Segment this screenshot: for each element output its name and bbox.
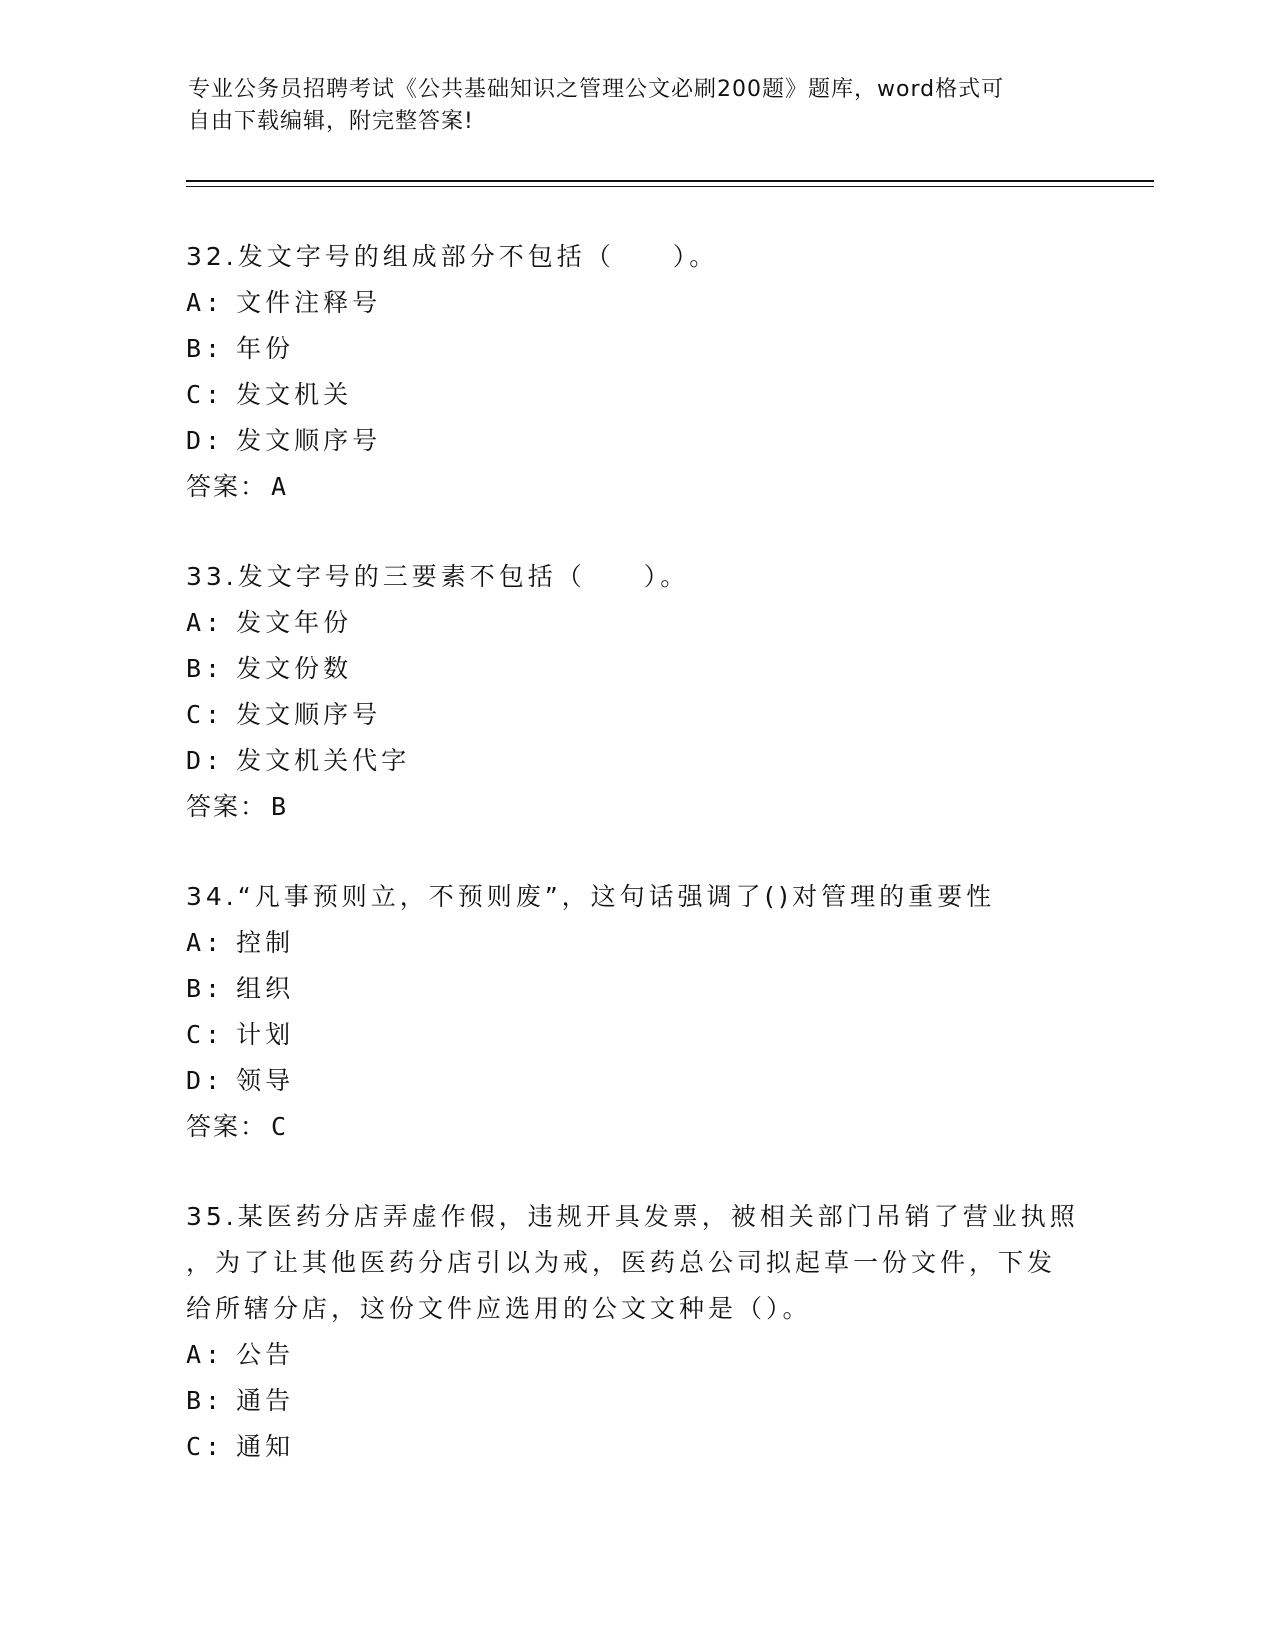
option-d xyxy=(186,738,1086,784)
question-stem-line-2: ，为了让其他医药分店引以为戒，医药总公司拟起草一份文件，下发 xyxy=(186,1248,1057,1277)
option-text: 年份 xyxy=(236,334,295,363)
question-35 xyxy=(186,1194,1086,1470)
option-c xyxy=(186,1424,1086,1470)
option-text: 组织 xyxy=(236,974,295,1003)
question-stem: 34.“凡事预则立，不预则废”，这句话强调了()对管理的重要性 xyxy=(186,882,996,911)
answer-line xyxy=(186,1104,1086,1150)
question-stem: 32.发文字号的组成部分不包括（ ）。 xyxy=(186,242,719,271)
option-d xyxy=(186,418,1086,464)
option-key: B: xyxy=(186,334,225,363)
answer-value: A xyxy=(271,472,289,501)
option-b xyxy=(186,966,1086,1012)
answer-line xyxy=(186,464,1086,510)
answer-value: C xyxy=(271,1112,289,1141)
option-d xyxy=(186,1058,1086,1104)
option-c xyxy=(186,692,1086,738)
option-text: 发文年份 xyxy=(236,608,353,637)
option-a xyxy=(186,280,1086,326)
answer-line xyxy=(186,784,1086,830)
question-stem-line-1: 35.某医药分店弄虚作假，违规开具发票，被相关部门吊销了营业执照 xyxy=(186,1202,1079,1231)
option-text: 领导 xyxy=(236,1066,295,1095)
document-header xyxy=(188,74,1068,138)
option-key: A: xyxy=(186,608,225,637)
option-text: 发文机关代字 xyxy=(236,746,411,775)
option-key: C: xyxy=(186,1020,225,1049)
option-text: 公告 xyxy=(236,1340,295,1369)
question-stem-line-3: 给所辖分店，这份文件应选用的公文文种是（）。 xyxy=(186,1294,812,1323)
option-c xyxy=(186,372,1086,418)
option-text: 通告 xyxy=(236,1386,295,1415)
option-key: D: xyxy=(186,1066,225,1095)
answer-value: B xyxy=(271,792,289,821)
header-divider xyxy=(186,180,1154,182)
header-line-1: 专业公务员招聘考试《公共基础知识之管理公文必刷200题》题库，word格式可 xyxy=(188,77,1005,102)
option-key: B: xyxy=(186,654,225,683)
answer-label: 答案： xyxy=(186,792,268,821)
option-text: 控制 xyxy=(236,928,295,957)
option-text: 通知 xyxy=(236,1432,295,1461)
option-a xyxy=(186,920,1086,966)
question-stem: 33.发文字号的三要素不包括（ ）。 xyxy=(186,562,690,591)
option-key: D: xyxy=(186,426,225,455)
option-text: 文件注释号 xyxy=(236,288,382,317)
option-b xyxy=(186,646,1086,692)
header-line-2: 自由下载编辑，附完整答案! xyxy=(188,109,474,134)
option-text: 发文顺序号 xyxy=(236,700,382,729)
option-a xyxy=(186,600,1086,646)
option-b xyxy=(186,326,1086,372)
option-text: 发文顺序号 xyxy=(236,426,382,455)
option-key: A: xyxy=(186,928,225,957)
option-key: D: xyxy=(186,746,225,775)
option-key: A: xyxy=(186,1340,225,1369)
option-b xyxy=(186,1378,1086,1424)
option-c xyxy=(186,1012,1086,1058)
option-key: B: xyxy=(186,1386,225,1415)
question-34 xyxy=(186,874,1086,1150)
answer-label: 答案： xyxy=(186,1112,268,1141)
option-key: C: xyxy=(186,380,225,409)
header-divider-thin xyxy=(186,186,1154,187)
option-a xyxy=(186,1332,1086,1378)
option-key: C: xyxy=(186,700,225,729)
option-text: 发文机关 xyxy=(236,380,353,409)
option-key: B: xyxy=(186,974,225,1003)
option-text: 计划 xyxy=(236,1020,295,1049)
option-text: 发文份数 xyxy=(236,654,353,683)
answer-label: 答案： xyxy=(186,472,268,501)
option-key: C: xyxy=(186,1432,225,1461)
question-32 xyxy=(186,234,1086,510)
option-key: A: xyxy=(186,288,225,317)
question-33 xyxy=(186,554,1086,830)
